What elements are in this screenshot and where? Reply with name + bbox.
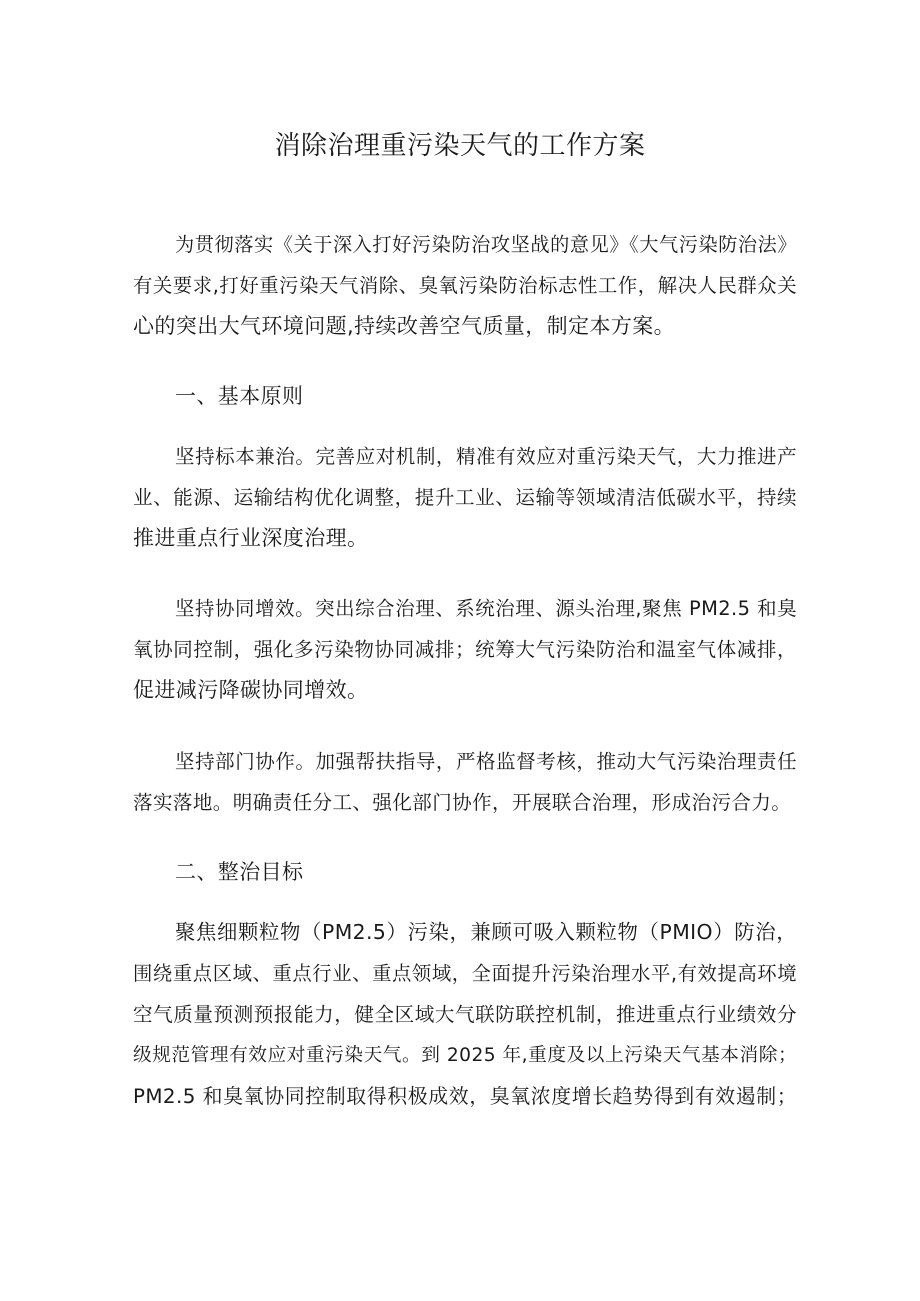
intro-line: 有关要求,打好重污染天气消除、臭氧污染防治标志性工作，解决人民群众关 <box>133 274 797 297</box>
document-title: 消除治理重污染天气的工作方案 <box>274 131 646 161</box>
intro-line: 心的突出大气环境问题,持续改善空气质量，制定本方案。 <box>133 314 676 338</box>
section-heading-goals: 二、整治目标 <box>175 860 304 884</box>
goals-line: PM2.5 和臭氧协同控制取得积极成效，臭氧浓度增长趋势得到有效遏制； <box>133 1085 797 1108</box>
principle-line: 氧协同控制，强化多污染物协同减排；统筹大气污染防治和温室气体减排， <box>133 638 797 661</box>
principle-paragraph <box>133 741 797 823</box>
goals-paragraph <box>133 912 797 1117</box>
principle-line: 推进重点行业深度治理。 <box>133 526 369 550</box>
principle-line: 坚持标本兼治。完善应对机制，精准有效应对重污染天气，大力推进产 <box>175 445 797 468</box>
principle-paragraph <box>133 436 797 559</box>
principle-line: 业、能源、运输结构优化调整，提升工业、运输等领域清洁低碳水平，持续 <box>133 486 797 509</box>
goals-line: 空气质量预测预报能力，健全区域大气联防联控机制，推进重点行业绩效分 <box>133 1003 797 1026</box>
principle-line: 坚持协同增效。突出综合治理、系统治理、源头治理,聚焦 PM2.5 和臭 <box>175 597 797 620</box>
intro-line: 为贯彻落实《关于深入打好污染防治攻坚战的意见》《大气污染防治法》 <box>175 233 797 256</box>
principle-line: 促进减污降碳协同增效。 <box>133 678 369 702</box>
section-heading-principles: 一、基本原则 <box>175 384 304 408</box>
intro-paragraph <box>133 224 797 347</box>
goals-line: 级规范管理有效应对重污染天气。到 2025 年,重度及以上污染天气基本消除； <box>133 1045 797 1066</box>
principle-line: 坚持部门协作。加强帮扶指导，严格监督考核，推动大气污染治理责任 <box>175 750 797 773</box>
goals-line: 围绕重点区域、重点行业、重点领域，全面提升污染治理水平,有效提高环境 <box>133 962 797 985</box>
principle-line: 落实落地。明确责任分工、强化部门协作，开展联合治理，形成治污合力。 <box>133 791 792 814</box>
goals-line: 聚焦细颗粒物（PM2.5）污染，兼顾可吸入颗粒物（PMIO）防治， <box>175 920 797 944</box>
principle-paragraph <box>133 588 797 711</box>
